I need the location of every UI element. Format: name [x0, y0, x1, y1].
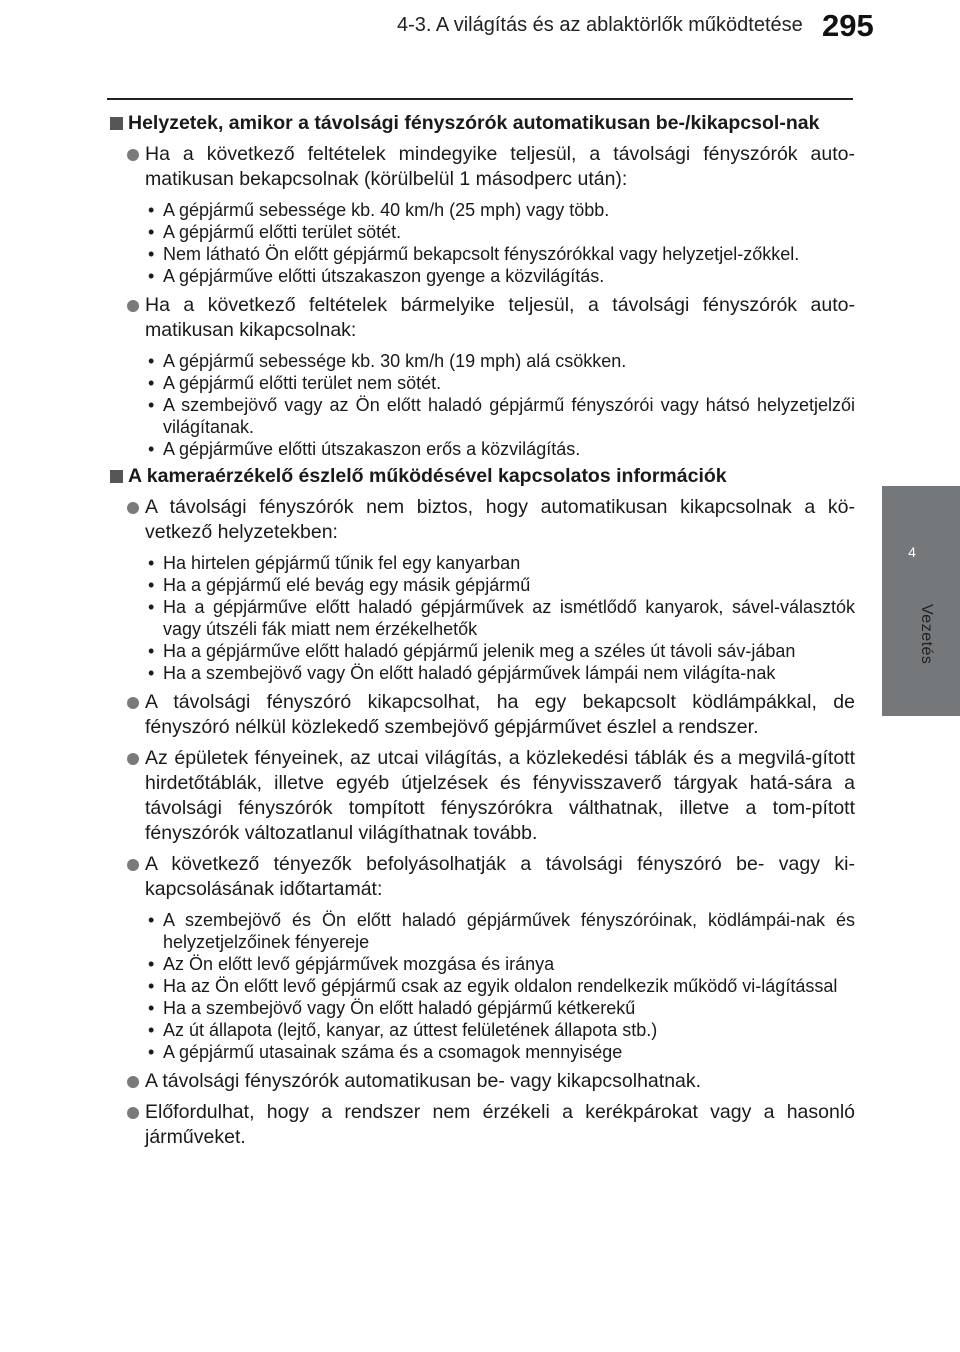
- bullet-paragraph: [107, 1100, 855, 1150]
- circle-bullet-icon: [127, 859, 139, 871]
- bullet-dot-icon: •: [148, 351, 155, 371]
- square-bullet-icon: [110, 117, 123, 130]
- list-item-text: Az út állapota (lejtő, kanyar, az úttest felületének állapota stb.): [163, 1020, 658, 1040]
- list-item-text: A gépjármű sebessége kb. 30 km/h (19 mph) alá csökken.: [163, 351, 627, 371]
- sub-list: [107, 909, 855, 1063]
- list-item: [107, 350, 855, 372]
- list-item: [107, 1041, 855, 1063]
- list-item: [107, 221, 855, 243]
- bullet-dot-icon: •: [148, 222, 155, 242]
- header-rule: [107, 98, 853, 100]
- list-item: [107, 372, 855, 394]
- circle-bullet-icon: [127, 1076, 139, 1088]
- bullet-dot-icon: •: [148, 200, 155, 220]
- bullet-text: A következő tényezők befolyásolhatják a távolsági fényszóró be- vagy ki-kapcsolásának időtartamát:: [145, 853, 855, 900]
- list-item: [107, 953, 855, 975]
- list-item-text: Nem látható Ön előtt gépjármű bekapcsolt fényszórókkal vagy helyzetjel-zőkkel.: [163, 244, 800, 264]
- section-heading: [107, 464, 855, 489]
- bullet-text: Ha a következő feltételek bármelyike teljesül, a távolsági fényszórók auto-matikusan kikapcsolnak:: [145, 294, 855, 341]
- list-item: [107, 1019, 855, 1041]
- running-header-title: 4-3. A világítás és az ablaktörlők működtetése: [397, 14, 803, 36]
- list-item-text: A szembejövő vagy az Ön előtt haladó gépjármű fényszórói vagy hátsó helyzetjelzői világítanak.: [163, 395, 855, 437]
- bullet-dot-icon: •: [148, 597, 155, 617]
- list-item-text: A gépjármű utasainak száma és a csomagok mennyisége: [163, 1042, 623, 1062]
- bullet-paragraph: [107, 495, 855, 545]
- list-item-text: Ha hirtelen gépjármű tűnik fel egy kanyarban: [163, 553, 521, 573]
- list-item-text: A gépjárműve előtti útszakaszon erős a közvilágítás.: [163, 439, 581, 459]
- sub-list: [107, 350, 855, 460]
- list-item: [107, 640, 855, 662]
- section-heading: [107, 111, 855, 136]
- list-item-text: A szembejövő és Ön előtt haladó gépjárművek fényszóróinak, ködlámpái-nak és helyzetjelzőinek fényereje: [163, 910, 855, 952]
- list-item-text: A gépjármű előtti terület nem sötét.: [163, 373, 442, 393]
- bullet-dot-icon: •: [148, 954, 155, 974]
- bullet-paragraph: [107, 293, 855, 343]
- list-item: [107, 552, 855, 574]
- bullet-paragraph: [107, 746, 855, 846]
- list-item-text: Ha a szembejövő vagy Ön előtt haladó gépjárművek lámpái nem világíta-nak: [163, 663, 776, 683]
- circle-bullet-icon: [127, 753, 139, 765]
- bullet-dot-icon: •: [148, 266, 155, 286]
- bullet-dot-icon: •: [148, 244, 155, 264]
- sub-list: [107, 199, 855, 287]
- list-item-text: Ha a gépjárműve előtt haladó gépjármű jelenik meg a széles út távoli sáv-jában: [163, 641, 796, 661]
- sub-list: [107, 552, 855, 684]
- bullet-text: A távolsági fényszórók automatikusan be- vagy kikapcsolhatnak.: [145, 1070, 702, 1092]
- chapter-label: Vezetés: [918, 604, 935, 665]
- bullet-dot-icon: •: [148, 976, 155, 996]
- circle-bullet-icon: [127, 697, 139, 709]
- list-item: [107, 265, 855, 287]
- list-item: [107, 662, 855, 684]
- section-heading-text: Helyzetek, amikor a távolsági fényszórók automatikusan be-/kikapcsol-nak: [128, 112, 820, 134]
- bullet-dot-icon: •: [148, 910, 155, 930]
- bullet-text: Előfordulhat, hogy a rendszer nem érzékeli a kerékpárokat vagy a hasonló járműveket.: [145, 1101, 855, 1148]
- page-number: 295: [822, 8, 874, 43]
- list-item: [107, 438, 855, 460]
- circle-bullet-icon: [127, 300, 139, 312]
- list-item: [107, 596, 855, 640]
- chapter-number: 4: [908, 544, 916, 560]
- square-bullet-icon: [110, 470, 123, 483]
- bullet-text: A távolsági fényszórók nem biztos, hogy automatikusan kikapcsolnak a kö-vetkező helyzetekben:: [145, 496, 855, 543]
- list-item: [107, 574, 855, 596]
- list-item: [107, 975, 855, 997]
- bullet-dot-icon: •: [148, 1020, 155, 1040]
- bullet-text: Ha a következő feltételek mindegyike teljesül, a távolsági fényszórók auto-matikusan bekapcsolnak (körülbelül 1 másodperc után):: [145, 143, 855, 190]
- bullet-paragraph: [107, 142, 855, 192]
- list-item-text: Ha a gépjárműve előtt haladó gépjárművek az ismétlődő kanyarok, sável-választók vagy útszéli fák miatt nem érzékelhetők: [163, 597, 855, 639]
- bullet-paragraph: [107, 1069, 855, 1094]
- bullet-paragraph: [107, 690, 855, 740]
- bullet-dot-icon: •: [148, 373, 155, 393]
- bullet-paragraph: [107, 852, 855, 902]
- bullet-text: A távolsági fényszóró kikapcsolhat, ha egy bekapcsolt ködlámpákkal, de fényszóró nélkül közlekedő szembejövő gépjárművet észlel a rendszer.: [145, 691, 855, 738]
- list-item-text: Ha az Ön előtt levő gépjármű csak az egyik oldalon rendelkezik működő vi-lágítással: [163, 976, 838, 996]
- list-item: [107, 997, 855, 1019]
- bullet-text: Az épületek fényeinek, az utcai világítás, a közlekedési táblák és a megvilá-gított hirdetőtáblák, illetve egyéb útjelzések és fényvisszaverő tárgyak hatá-sára a távolsági fényszórók tompított fényszórókra válthatnak, illetve a tom-pított fényszórók változatlanul világíthatnak tovább.: [145, 747, 855, 844]
- bullet-dot-icon: •: [148, 439, 155, 459]
- bullet-dot-icon: •: [148, 575, 155, 595]
- bullet-dot-icon: •: [148, 998, 155, 1018]
- bullet-dot-icon: •: [148, 641, 155, 661]
- list-item-text: Ha a szembejövő vagy Ön előtt haladó gépjármű kétkerekű: [163, 998, 636, 1018]
- list-item-text: Az Ön előtt levő gépjárművek mozgása és iránya: [163, 954, 555, 974]
- list-item-text: Ha a gépjármű elé bevág egy másik gépjármű: [163, 575, 531, 595]
- bullet-dot-icon: •: [148, 663, 155, 683]
- bullet-dot-icon: •: [148, 1042, 155, 1062]
- circle-bullet-icon: [127, 149, 139, 161]
- page-content: [107, 107, 855, 1150]
- list-item-text: A gépjárműve előtti útszakaszon gyenge a közvilágítás.: [163, 266, 605, 286]
- list-item-text: A gépjármű sebessége kb. 40 km/h (25 mph) vagy több.: [163, 200, 610, 220]
- list-item: [107, 909, 855, 953]
- list-item: [107, 394, 855, 438]
- bullet-dot-icon: •: [148, 553, 155, 573]
- list-item: [107, 243, 855, 265]
- bullet-dot-icon: •: [148, 395, 155, 415]
- list-item-text: A gépjármű előtti terület sötét.: [163, 222, 402, 242]
- circle-bullet-icon: [127, 502, 139, 514]
- circle-bullet-icon: [127, 1107, 139, 1119]
- list-item: [107, 199, 855, 221]
- chapter-tab: [882, 486, 960, 716]
- section-heading-text: A kameraérzékelő észlelő működésével kapcsolatos információk: [128, 465, 727, 487]
